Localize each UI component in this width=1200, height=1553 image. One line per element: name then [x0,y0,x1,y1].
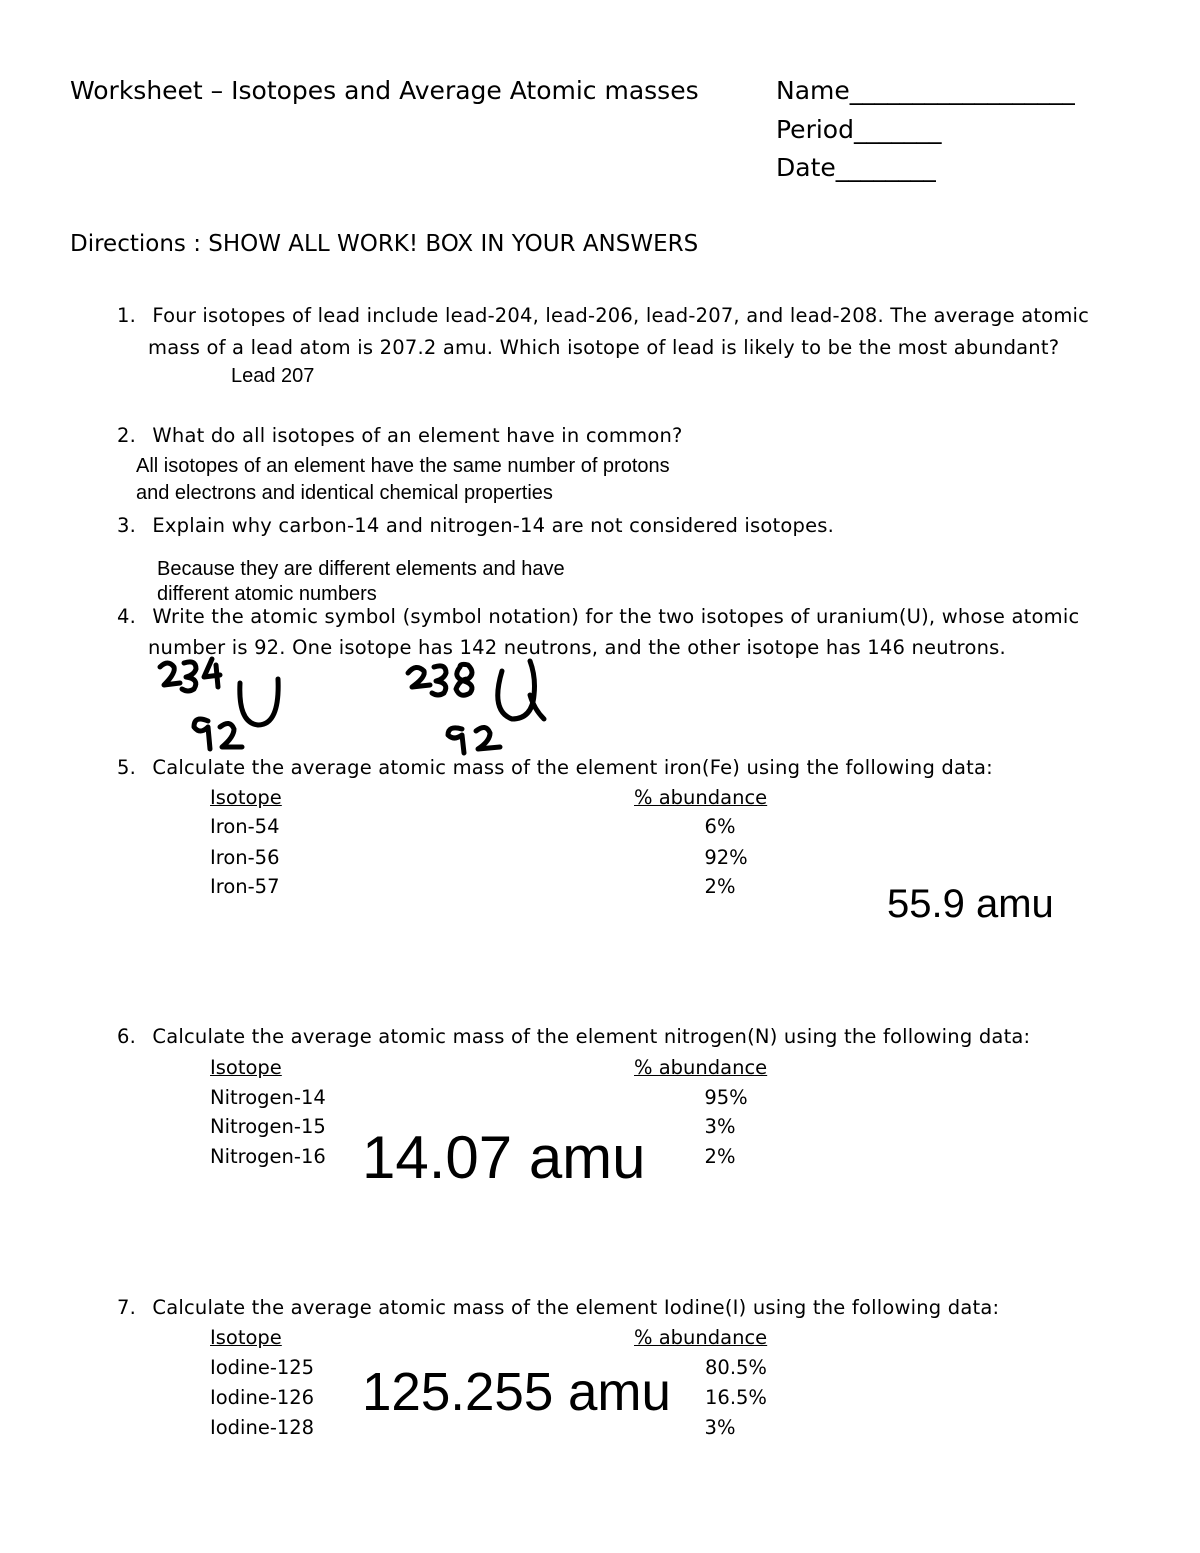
answer-6: 14.07 amu [362,1124,646,1191]
column-header-abundance: % abundance [634,786,768,809]
table-row-isotope: Nitrogen-14 [210,1086,326,1109]
question-4 [106,605,1079,628]
question-5 [106,756,993,779]
name-field[interactable]: Name__________________ [776,76,1075,105]
table-row-abundance: 92% [704,846,748,869]
table-row-isotope: Iron-56 [210,846,280,869]
table-row-isotope: Iodine-125 [210,1356,315,1379]
question-text: Four isotopes of lead include lead-204, lead-206, lead-207, and lead-208. The average atomic [152,304,1090,327]
period-field[interactable]: Period_______ [776,115,942,144]
directions: Directions : SHOW ALL WORK! BOX IN YOUR ANSWERS [70,231,699,257]
table-row-abundance: 80.5% [705,1356,767,1379]
question-3 [106,514,834,537]
answer-2-line1: All isotopes of an element have the same number of protons [136,455,670,477]
column-header-isotope: Isotope [210,1326,282,1349]
worksheet-title: Worksheet – Isotopes and Average Atomic masses [70,76,699,105]
table-row-isotope: Iron-57 [210,875,280,898]
column-header-isotope: Isotope [210,1056,282,1079]
question-4-line2: number is 92. One isotope has 142 neutrons, and the other isotope has 146 neutrons. [148,636,1006,659]
question-number: 2. [116,424,136,447]
table-row-abundance: 95% [704,1086,748,1109]
table-row-isotope: Iodine-128 [210,1416,315,1439]
question-number: 6. [116,1025,136,1048]
answer-3-line1: Because they are different elements and have [157,558,565,580]
table-row-abundance: 3% [704,1416,736,1439]
question-number: 4. [116,605,136,628]
question-7 [106,1296,999,1319]
answer-7: 125.255 amu [362,1362,671,1422]
table-row-abundance: 2% [704,1145,736,1168]
column-header-abundance: % abundance [634,1056,768,1079]
question-number: 5. [116,756,136,779]
question-text: Calculate the average atomic mass of the element iron(Fe) using the following data: [152,756,993,779]
question-1-line2: mass of a lead atom is 207.2 amu. Which isotope of lead is likely to be the most abundant? [148,336,1060,359]
answer-3-line2: different atomic numbers [157,583,377,605]
question-number: 7. [116,1296,136,1319]
handwritten-isotope-symbol-2 [402,655,562,755]
question-text: Write the atomic symbol (symbol notation) for the two isotopes of uranium(U), whose atomic [152,605,1080,628]
answer-1: Lead 207 [231,365,315,387]
question-text: Calculate the average atomic mass of the element Iodine(I) using the following data: [152,1296,1000,1319]
column-header-isotope: Isotope [210,786,282,809]
column-header-abundance: % abundance [634,1326,768,1349]
question-2 [106,424,683,447]
answer-5: 55.9 amu [887,882,1054,926]
table-row-abundance: 6% [704,815,736,838]
question-text: Calculate the average atomic mass of the element nitrogen(N) using the following data: [152,1025,1031,1048]
question-1 [106,304,1089,327]
question-number: 1. [116,304,136,327]
question-text: What do all isotopes of an element have in common? [152,424,683,447]
date-field[interactable]: Date________ [776,153,936,182]
question-number: 3. [116,514,136,537]
question-6 [106,1025,1030,1048]
table-row-abundance: 2% [704,875,736,898]
table-row-isotope: Nitrogen-15 [210,1115,326,1138]
table-row-isotope: Iron-54 [210,815,280,838]
answer-2-line2: and electrons and identical chemical properties [136,482,553,504]
table-row-isotope: Nitrogen-16 [210,1145,326,1168]
table-row-abundance: 3% [704,1115,736,1138]
table-row-abundance: 16.5% [705,1386,767,1409]
table-row-isotope: Iodine-126 [210,1386,315,1409]
question-text: Explain why carbon-14 and nitrogen-14 are not considered isotopes. [152,514,835,537]
handwritten-isotope-symbol-1 [150,655,290,755]
